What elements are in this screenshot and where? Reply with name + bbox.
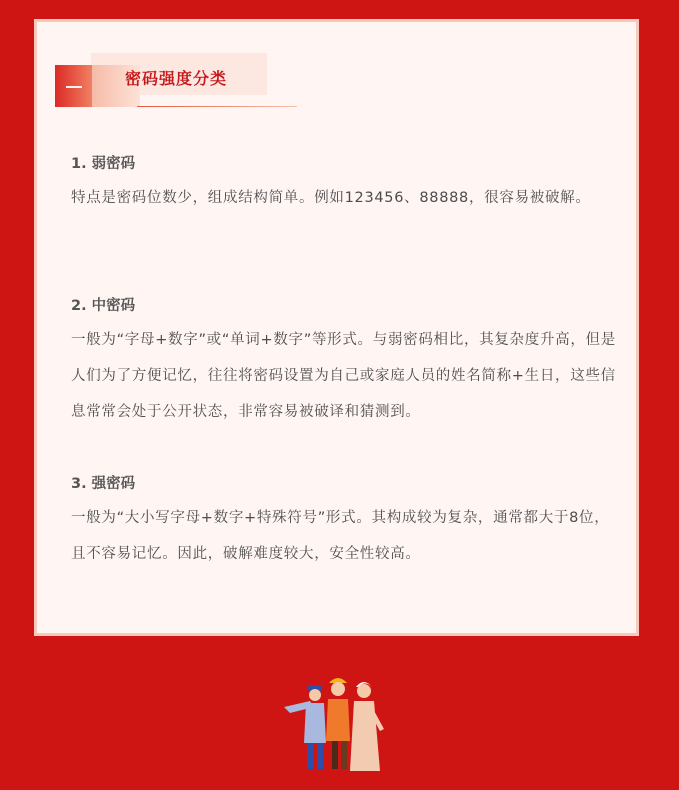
section-strong-password: [71, 474, 621, 572]
section-weak-password: [71, 154, 621, 216]
section-body: 一般为“大小写字母+数字+特殊符号”形式。其构成较为复杂，通常都大于8位，且不容易记忆。因此，破解难度较大，安全性较高。: [71, 510, 610, 562]
title-marker-icon: [55, 65, 92, 107]
section-body: 特点是密码位数少，组成结构简单。例如123456、88888，很容易被破解。: [71, 190, 591, 206]
section-title: 密码强度分类: [125, 69, 228, 88]
workers-group-illustration: [280, 673, 396, 775]
section-heading: 1. 弱密码: [71, 156, 136, 172]
section-heading: 2. 中密码: [71, 298, 136, 314]
section-medium-password: [71, 296, 621, 430]
title-underline: [137, 106, 297, 107]
content-card: [34, 19, 639, 636]
section-heading: 3. 强密码: [71, 476, 136, 492]
section-body: 一般为“字母+数字”或“单词+数字”等形式。与弱密码相比，其复杂度升高，但是人们为了方便记忆，往往将密码设置为自己或家庭人员的姓名简称+生日，这些信息常常会处于公开状态，非常容易被破译和猜测到。: [71, 332, 616, 420]
